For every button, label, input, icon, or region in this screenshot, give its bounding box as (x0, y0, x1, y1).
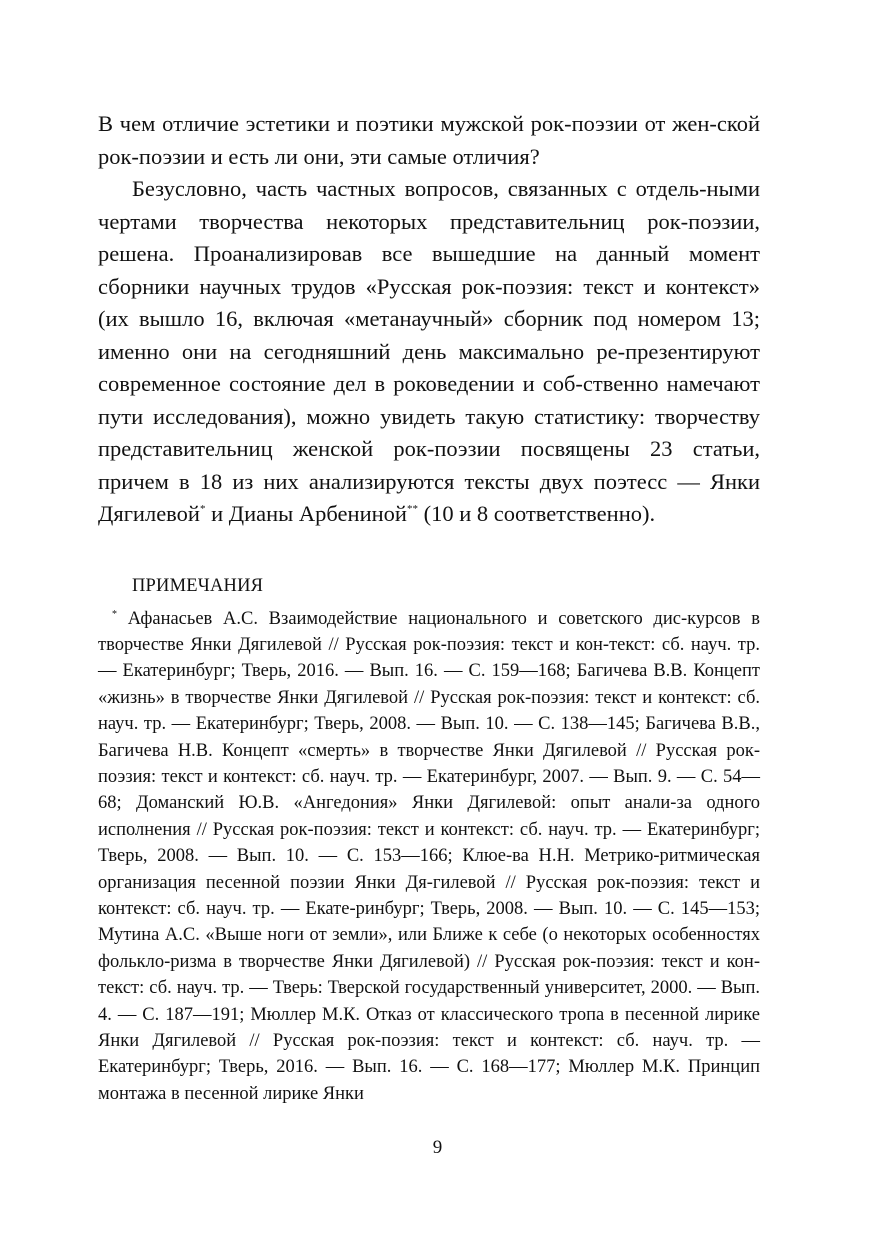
footnote-mark: * (112, 608, 117, 620)
footnote-marker-1: * (199, 503, 206, 515)
footnote-body: Афанасьев А.С. Взаимодействие национального и советского дис-курсов в творчестве Янки Дягилевой // Русская рок-поэзия: текст и кон-текст: сб. науч. тр. — Екатеринбург; Тверь, 2016. — Вып. 16. — С. 159—168; Багичева В.В. Концепт «жизнь» в творчестве Янки Дягилевой // Русская рок-поэзия: текст и контекст: сб. науч. тр. — Екатеринбург; Тверь, 2008. — Вып. 10. — С. 138—145; Багичева В.В., Багичева Н.В. Концепт «смерть» в творчестве Янки Дягилевой // Русская рок-поэзия: текст и контекст: сб. науч. тр. — Екатеринбург, 2007. — Вып. 9. — С. 54—68; Доманский Ю.В. «Ангедония» Янки Дягилевой: опыт анали-за одного исполнения // Русская рок-поэзия: текст и контекст: сб. науч. тр. — Екатеринбург; Тверь, 2008. — Вып. 10. — С. 153—166; Клюе-ва Н.Н. Метрико-ритмическая организация песенной поэзии Янки Дя-гилевой // Русская рок-поэзия: текст и контекст: сб. науч. тр. — Екате-ринбург; Тверь, 2008. — Вып. 10. — С. 145—153; Мутина А.С. «Выше ноги от земли», или Ближе к себе (о некоторых особенностях фолькло-ризма в творчестве Янки Дягилевой) // Русская рок-поэзия: текст и кон-текст: сб. науч. тр. — Тверь: Тверской государственный университет, 2000. — Вып. 4. — С. 187—191; Мюллер М.К. Отказ от классического тропа в песенной лирике Янки Дягилевой // Русская рок-поэзия: текст и контекст: сб. науч. тр. — Екатеринбург; Тверь, 2016. — Вып. 16. — С. 168—177; Мюллер М.К. Принцип монтажа в песенной лирике Янки (98, 608, 760, 1104)
page-number: 9 (432, 1137, 443, 1158)
footnote-marker-2: ** (406, 503, 418, 515)
paragraph-statistics-text-3: (10 и 8 соответственно). (417, 501, 656, 526)
paragraph-statistics-text-2: и Дианы Арбениной (205, 501, 407, 526)
footnote-text (98, 606, 760, 1108)
paragraph-question: В чем отличие эстетики и поэтики мужской рок-поэзии от жен-ской рок-поэзии и есть ли они, эти самые отличия? (98, 111, 760, 169)
paragraph-statistics-text-1: Безусловно, часть частных вопросов, связанных с отдель-ными чертами творчества некоторых представительниц рок-поэзии, решена. Проанализировав все вышедшие на данный момент сборники научных трудов «Русская рок-поэзия: текст и контекст» (их вышло 16, включая «метанаучный» сборник под номером 13; именно они на сегодняшний день максимально ре-презентируют современное состояние дел в роковедении и соб-ственно намечают пути исследования), можно увидеть такую статистику: творчеству представительниц женской рок-поэзии посвящены 23 статьи, причем в 18 из них анализируются тексты двух поэтесс — Янки Дягилевой (98, 176, 760, 526)
notes-heading: ПРИМЕЧАНИЯ (132, 575, 264, 596)
paragraph-statistics (98, 173, 760, 531)
page-content (98, 108, 760, 1107)
main-text (98, 108, 760, 531)
